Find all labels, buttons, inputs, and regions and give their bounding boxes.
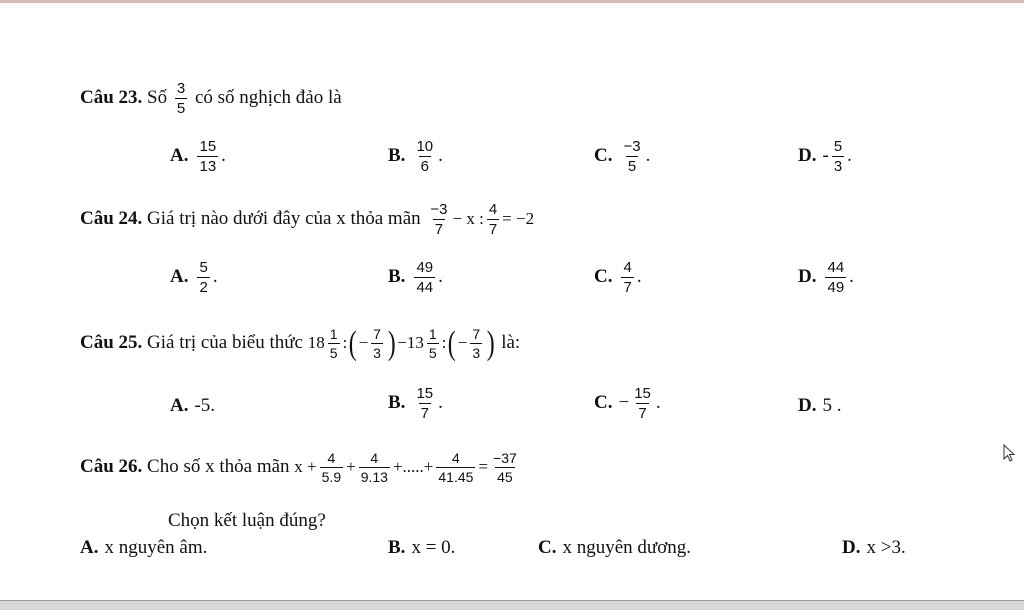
option-c[interactable]: C. x nguyên dương. xyxy=(538,537,692,558)
mouse-cursor-icon xyxy=(1003,444,1017,464)
fraction: $\frac{4}{7}$ xyxy=(488,201,498,239)
question-23 xyxy=(80,80,342,118)
option-d[interactable]: D. 5 . xyxy=(798,395,842,416)
question-label: Câu 24. xyxy=(80,208,143,230)
question-label: Câu 25. xyxy=(80,331,143,353)
question-24: Câu 24. Giá trị nào dưới đây của x thỏa mãn $\frac{-3}{7}$ − x : $\frac{4}{7}$ = −2 xyxy=(80,201,535,239)
question-prompt: Chọn kết luận đúng? xyxy=(168,510,326,531)
option-c[interactable]: C. $\frac{-3}{5}$ . xyxy=(594,138,651,176)
option-b[interactable]: B. $\frac{49}{44}$ . xyxy=(388,259,443,297)
fraction: $\frac{3}{5}$ xyxy=(176,80,186,118)
option-b[interactable]: B. x = 0. xyxy=(388,537,456,558)
option-a[interactable]: A. $\frac{15}{13}$ . xyxy=(170,138,226,176)
option-a[interactable]: A. -5. xyxy=(170,395,216,416)
question-text: Số xyxy=(147,87,168,109)
option-c[interactable]: C. $\frac{4}{7}$ . xyxy=(594,259,642,297)
option-d[interactable]: D. x >3. xyxy=(842,537,906,558)
option-a[interactable]: A. x nguyên âm. xyxy=(80,537,208,558)
question-25: Câu 25. Giá trị của biểu thức 18 $\frac{1}{5}$ :(− $\frac{7}{3}$ )−13 $\frac{1}{5}$ :(− $\frac{7}{3}$ ) là: xyxy=(80,324,521,362)
question-26: Câu 26. Cho số x thỏa mãn x + $\frac{4}{5.9}$ + $\frac{4}{9.13}$ +.....+ $\frac{4}{41.45}$ = $\frac{-37}{45}$ xyxy=(80,450,517,486)
question-text: Giá trị của biểu thức xyxy=(147,331,303,353)
option-b[interactable]: B. $\frac{10}{6}$ . xyxy=(388,138,443,176)
fraction: $\frac{-3}{7}$ xyxy=(430,201,448,239)
option-d[interactable]: D. - $\frac{5}{3}$ . xyxy=(798,138,852,176)
option-c[interactable]: C. − $\frac{15}{7}$ . xyxy=(594,385,661,423)
question-text: là: xyxy=(501,331,521,353)
question-label: Câu 26. xyxy=(80,455,143,477)
option-a[interactable]: A. $\frac{5}{2}$ . xyxy=(170,259,218,297)
question-text: Giá trị nào dưới đây của x thỏa mãn xyxy=(147,208,421,230)
question-label: Câu 23. xyxy=(80,87,143,109)
question-text: Cho số x thỏa mãn xyxy=(147,455,290,477)
option-d[interactable]: D. $\frac{44}{49}$ . xyxy=(798,259,854,297)
question-text: có số nghịch đảo là xyxy=(194,87,342,109)
top-border xyxy=(0,0,1024,3)
option-b[interactable]: B. $\frac{15}{7}$ . xyxy=(388,385,443,423)
